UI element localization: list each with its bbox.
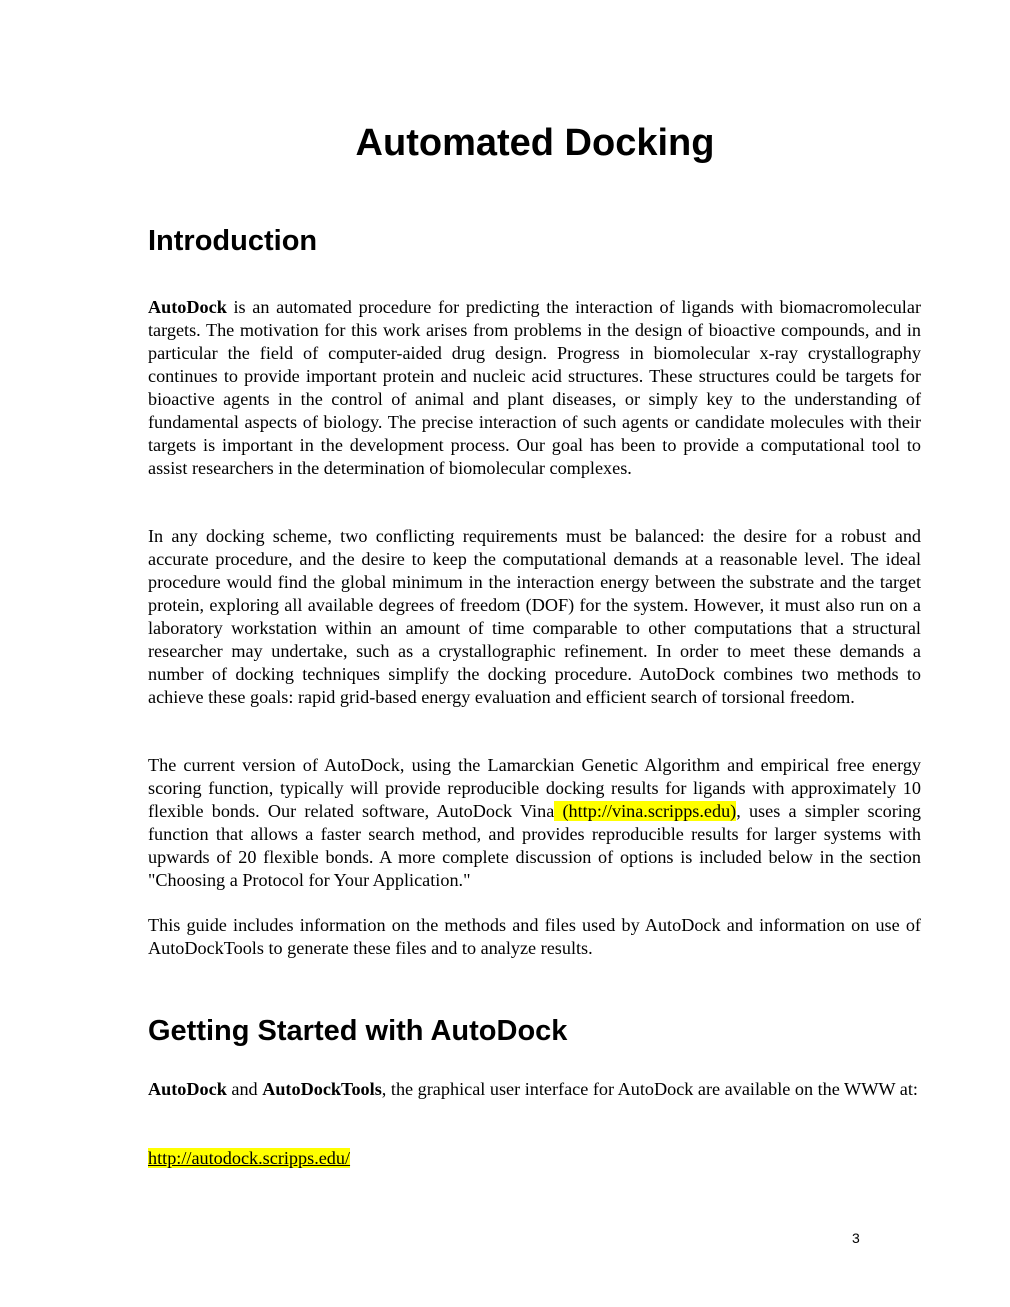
document-page xyxy=(148,0,921,1307)
vina-link[interactable]: (http://vina.scripps.edu) xyxy=(554,801,737,821)
autodock-website-link[interactable]: http://autodock.scripps.edu/ xyxy=(148,1148,351,1168)
getting-started-paragraph xyxy=(148,1078,921,1101)
introduction-paragraph-3-text-before: The current version of AutoDock, using the Lamarckian Genetic Algorithm and empirical free energy scoring function, typically will provide reproducible docking results for ligands with approximately 10 flexible bonds. Our related software, AutoDock Vina xyxy=(148,755,921,821)
getting-started-paragraph-text: , the graphical user interface for AutoDock are available on the WWW at: xyxy=(381,1079,918,1099)
getting-started-connector: and xyxy=(226,1079,263,1099)
introduction-paragraph-3-text-after: , uses a simpler scoring function that allows a faster search method, and provides reproducible results for larger systems with upwards of 20 flexible bonds. A more complete discussion of options is included below in the section "Choosing a Protocol for Your Application." xyxy=(148,801,922,890)
introduction-paragraph-4: This guide includes information on the methods and files used by AutoDock and information on use of AutoDockTools to generate these files and to analyze results. xyxy=(148,915,921,958)
introduction-paragraph-1-text: is an automated procedure for predicting the interaction of ligands with biomacromolecular targets. The motivation for this work arises from problems in the design of bioactive compounds, and in particular the field of computer-aided drug design. Progress in biomolecular x-ray crystallography continues to provide important protein and nucleic acid structures. These structures could be targets for bioactive agents in the control of animal and plant diseases, or simply key to the understanding of fundamental aspects of biology. The precise interaction of such agents or candidate molecules with their targets is important in the development process. Our goal has been to provide a computational tool to assist researchers in the determination of biomolecular complexes. xyxy=(148,297,921,478)
page-number: 3 xyxy=(852,1230,860,1246)
autodock-bold-term: AutoDock xyxy=(148,1079,227,1099)
introduction-paragraph-2: In any docking scheme, two conflicting requirements must be balanced: the desire for a robust and accurate procedure, and the desire to keep the computational demands at a reasonable level. The ideal procedure would find the global minimum in the interaction energy between the substrate and the target protein, exploring all available degrees of freedom (DOF) for the system. However, it must also run on a laboratory workstation within an amount of time comparable to other computations that a structural researcher may undertake, such as a crystallographic refinement. In order to meet these demands a number of docking techniques simplify the docking procedure. AutoDock combines two methods to achieve these goals: rapid grid-based energy evaluation and efficient search of torsional freedom. xyxy=(148,526,921,707)
introduction-paragraph-1 xyxy=(148,296,921,480)
autodock-bold-term: AutoDock xyxy=(148,297,227,317)
document-title: Automated Docking xyxy=(355,122,715,164)
introduction-paragraph-3 xyxy=(148,754,921,892)
getting-started-heading: Getting Started with AutoDock xyxy=(148,1015,568,1047)
autodocktools-bold-term: AutoDockTools xyxy=(262,1079,382,1099)
autodock-link-paragraph xyxy=(148,1147,921,1170)
introduction-heading: Introduction xyxy=(148,225,318,257)
